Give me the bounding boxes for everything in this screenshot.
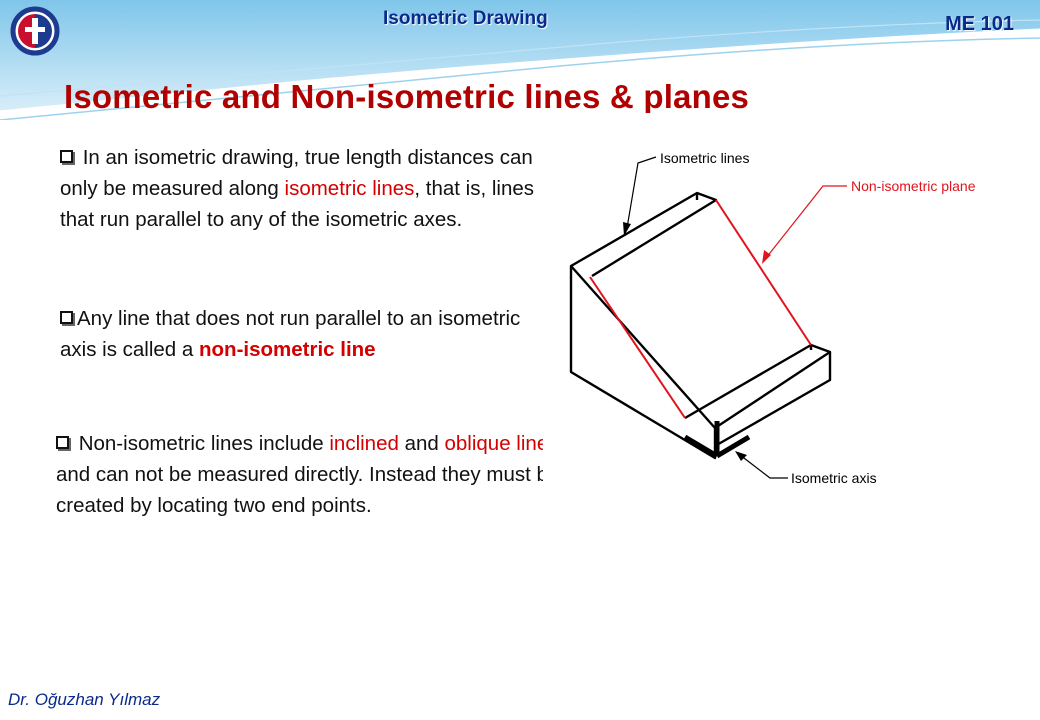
course-code: ME 101 [945, 13, 1014, 35]
bullet-2-text: Any line that does not run parallel to an isometric axis is called a [60, 307, 521, 361]
bullet-3-text: Non-isometric lines include [78, 432, 330, 455]
checkbox-bullet-icon [60, 311, 73, 324]
bullet-3-text-end: and can not be measured directly. Instead they must be created by locating two end points. [56, 463, 560, 517]
bullet-1-text: In an isometric drawing, true length distances can only be measured along [60, 146, 533, 200]
bullet-3-highlight-inclined: inclined [329, 432, 399, 455]
university-logo [10, 6, 60, 56]
axis-left [685, 437, 717, 456]
label-non-isometric-plane: Non-isometric plane [851, 178, 976, 194]
bullet-paragraph-3 [56, 428, 561, 521]
bullet-paragraph-2 [60, 303, 550, 365]
leader-non-isometric-plane [766, 186, 847, 258]
non-isometric-line [590, 277, 685, 418]
block-base-ledge [685, 345, 830, 446]
bullet-paragraph-1 [60, 142, 540, 235]
non-isometric-line [716, 200, 811, 345]
axis-right [717, 437, 749, 456]
label-isometric-lines: Isometric lines [660, 150, 750, 166]
bullet-3-text-mid: and [398, 432, 445, 455]
block-left-face [571, 266, 715, 458]
bullet-1-highlight: isometric lines [284, 177, 415, 200]
bullet-3-highlight-oblique: oblique lines [444, 432, 559, 455]
checkbox-bullet-icon [56, 436, 69, 449]
block-top-strip [571, 193, 716, 276]
leader-isometric-lines [627, 157, 656, 228]
section-title: Isometric Drawing [383, 8, 548, 29]
isometric-figure [543, 113, 1020, 505]
bullet-2-highlight: non-isometric line [199, 338, 376, 361]
bullet-1-text-end: , that is, lines that run parallel to any of the isometric axes. [60, 177, 535, 231]
label-isometric-axis: Isometric axis [791, 470, 877, 486]
leader-isometric-axis [740, 455, 788, 478]
arrowhead [762, 250, 771, 264]
author-footer: Dr. Oğuzhan Yılmaz [8, 690, 161, 709]
slide-title: Isometric and Non-isometric lines & planes [64, 78, 750, 115]
checkbox-bullet-icon [60, 150, 73, 163]
